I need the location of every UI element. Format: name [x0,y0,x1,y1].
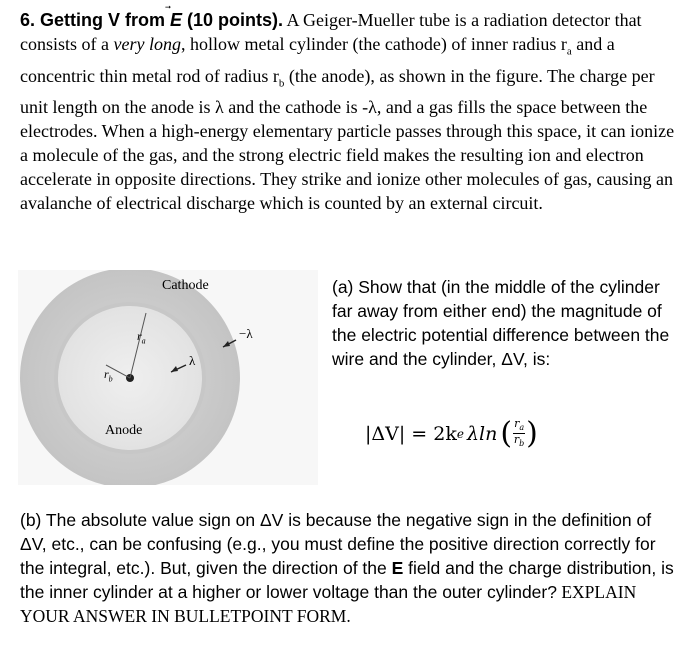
intro-emphasis: very long [113,34,181,54]
part-b-text-2: field and the charge distribution, is the inner cylinder at a higher or lower voltage than the outer cylinder? [20,558,674,602]
cathode-label: Cathode [162,278,209,293]
intro-text-3: and a concentric thin metal rod of radius r [20,34,615,86]
potential-formula [365,415,538,451]
intro-text-2: , hollow metal cylinder (the cathode) of inner radius r [180,34,567,54]
intro-sub-b: b [278,77,285,90]
formula-lambda: λ [466,422,480,445]
vector-e-letter: E [170,10,183,30]
cross-section-diagram [18,270,318,485]
right-paren-icon: ) [526,415,538,451]
formula-lhs: |ΔV| = 2k [365,422,457,445]
minus-lambda-label: −λ [239,326,253,341]
rb-sub: b [108,374,113,384]
problem-title [20,10,283,30]
formula-fraction [513,418,525,449]
lambda-label: λ [189,353,196,368]
part-b-text [20,508,682,628]
left-paren-icon: ( [500,415,513,451]
title-prefix: 6. Getting V from [20,10,171,30]
anode-label: Anode [105,423,143,438]
rb-label [104,367,113,383]
part-a-text: (a) Show that (in the middle of the cylinder far away from either end) the magnitude of the electric potential difference between the wire and the cylinder, ΔV, is: [332,277,670,369]
geiger-tube-figure [18,270,318,485]
title-suffix: (10 points). [182,10,284,30]
ra-sub: a [141,336,146,346]
problem-intro [20,8,682,215]
den-sub: b [519,439,525,449]
num-letter: r [514,417,520,430]
intro-text-4: (the anode), as shown in the figure. The charge per unit length on the anode is λ and the cathode is -λ, and a gas fills the space between the electrodes. When a high-energy elementary particle passes through this space, it can ionize a molecule of the gas, and the strong electric field makes the resulting ion and electron accelerate in opposite directions. They strike and ionize other molecules of gas, causing an avalanche of electrical discharge which is counted by an external circuit. [20,65,675,214]
den-letter: r [513,433,520,447]
intro-text-1: A Geiger-Mueller tube is a radiation detector that consists of a [20,10,642,54]
rb-letter: r [104,367,109,381]
intro-sub-a: a [566,45,572,58]
formula-ke-sub: e [456,426,464,441]
fraction-numerator [513,418,525,434]
ra-letter: r [137,329,142,343]
part-b-bold-e: E [391,558,404,578]
formula-ln: ln [479,422,498,445]
title-vector-e [170,8,182,32]
part-b-instruction: EXPLAIN YOUR ANSWER IN BULLETPOINT FORM. [20,582,637,626]
fraction-denominator [514,434,524,449]
num-sub: a [519,423,525,433]
ra-label [137,329,146,345]
part-b-text-1: (b) The absolute value sign on ΔV is because the negative sign in the definition of ΔV, etc., can be confusing (e.g., you must define the positive direction correctly for the integral, etc.). But, given the direction of the [20,510,656,578]
